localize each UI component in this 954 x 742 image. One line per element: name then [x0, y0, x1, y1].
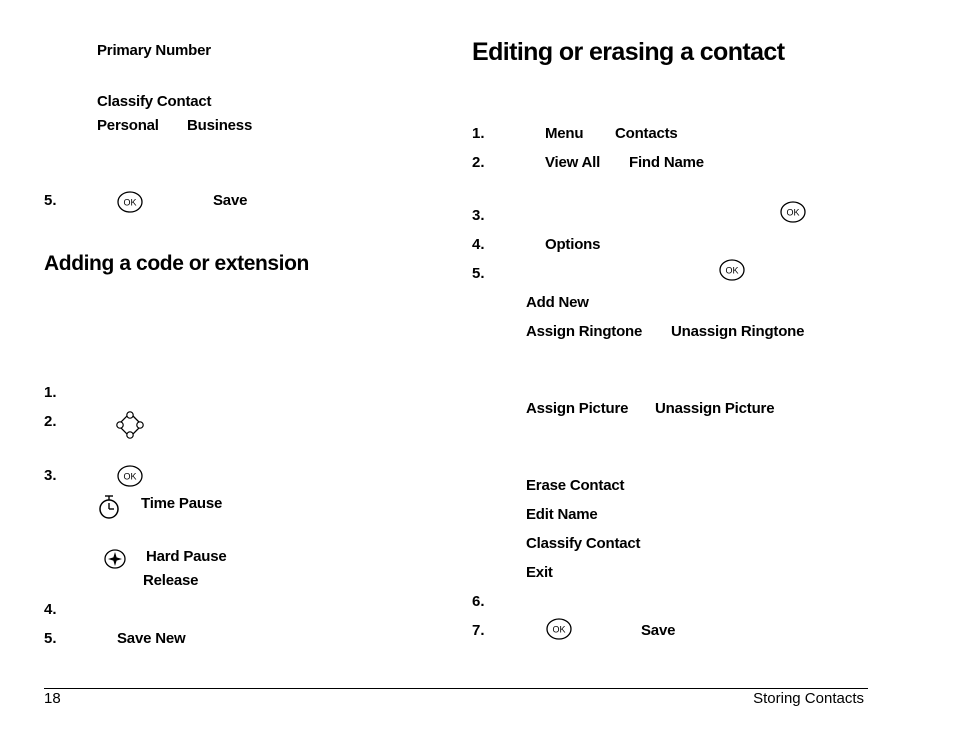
step-number: 4. — [44, 601, 57, 618]
edit-name-option: Edit Name — [526, 506, 598, 523]
hard-pause-label: Hard Pause — [146, 548, 227, 565]
section-heading-edit: Editing or erasing a contact — [472, 38, 785, 66]
exit-option: Exit — [526, 564, 553, 581]
time-pause-label: Time Pause — [141, 495, 223, 512]
step-number: 1. — [44, 384, 57, 401]
ok-key-glyph: OK — [123, 471, 137, 482]
save-softkey-label: Save — [213, 192, 248, 209]
view-all-label: View All — [545, 154, 601, 171]
ok-key-icon — [780, 201, 806, 223]
step-number: 5. — [472, 265, 485, 282]
footer-rule — [44, 688, 868, 689]
step-number: 5. — [44, 192, 57, 209]
assign-picture-option: Assign Picture — [526, 400, 629, 417]
find-name-label: Find Name — [629, 154, 704, 171]
release-label: Release — [143, 572, 199, 589]
step-number: 6. — [472, 593, 485, 610]
step-number: 1. — [472, 125, 485, 142]
save-new-label: Save New — [117, 630, 186, 647]
add-new-option: Add New — [526, 294, 589, 311]
ok-key-icon — [546, 618, 572, 640]
ok-key-glyph: OK — [786, 207, 800, 218]
step-number: 7. — [472, 622, 485, 639]
step-number: 4. — [472, 236, 485, 253]
navigation-key-icon — [115, 410, 145, 440]
ok-key-glyph: OK — [123, 197, 137, 208]
step-number: 2. — [472, 154, 485, 171]
erase-contact-option: Erase Contact — [526, 477, 625, 494]
classify-contact-option: Classify Contact — [526, 535, 641, 552]
star-key-icon — [103, 548, 127, 570]
section-heading-code: Adding a code or extension — [44, 252, 309, 275]
step-number: 2. — [44, 413, 57, 430]
business-option: Business — [187, 117, 253, 134]
ok-key-icon — [117, 465, 143, 487]
unassign-picture-option: Unassign Picture — [655, 400, 775, 417]
personal-option: Personal — [97, 117, 159, 134]
page-number: 18 — [44, 690, 61, 707]
timer-key-icon — [97, 494, 123, 520]
ok-key-glyph: OK — [552, 624, 566, 635]
contacts-label: Contacts — [615, 125, 678, 142]
step-number: 3. — [44, 467, 57, 484]
save-softkey-label: Save — [641, 622, 676, 639]
ok-key-icon — [719, 259, 745, 281]
assign-ringtone-option: Assign Ringtone — [526, 323, 643, 340]
ok-key-icon — [117, 191, 143, 213]
unassign-ringtone-option: Unassign Ringtone — [671, 323, 805, 340]
step-number: 5. — [44, 630, 57, 647]
primary-number-label: Primary Number — [97, 42, 211, 59]
section-title: Storing Contacts — [753, 690, 864, 707]
classify-contact-label: Classify Contact — [97, 93, 212, 110]
ok-key-glyph: OK — [725, 265, 739, 276]
step-number: 3. — [472, 207, 485, 224]
menu-label: Menu — [545, 125, 584, 142]
options-label: Options — [545, 236, 601, 253]
